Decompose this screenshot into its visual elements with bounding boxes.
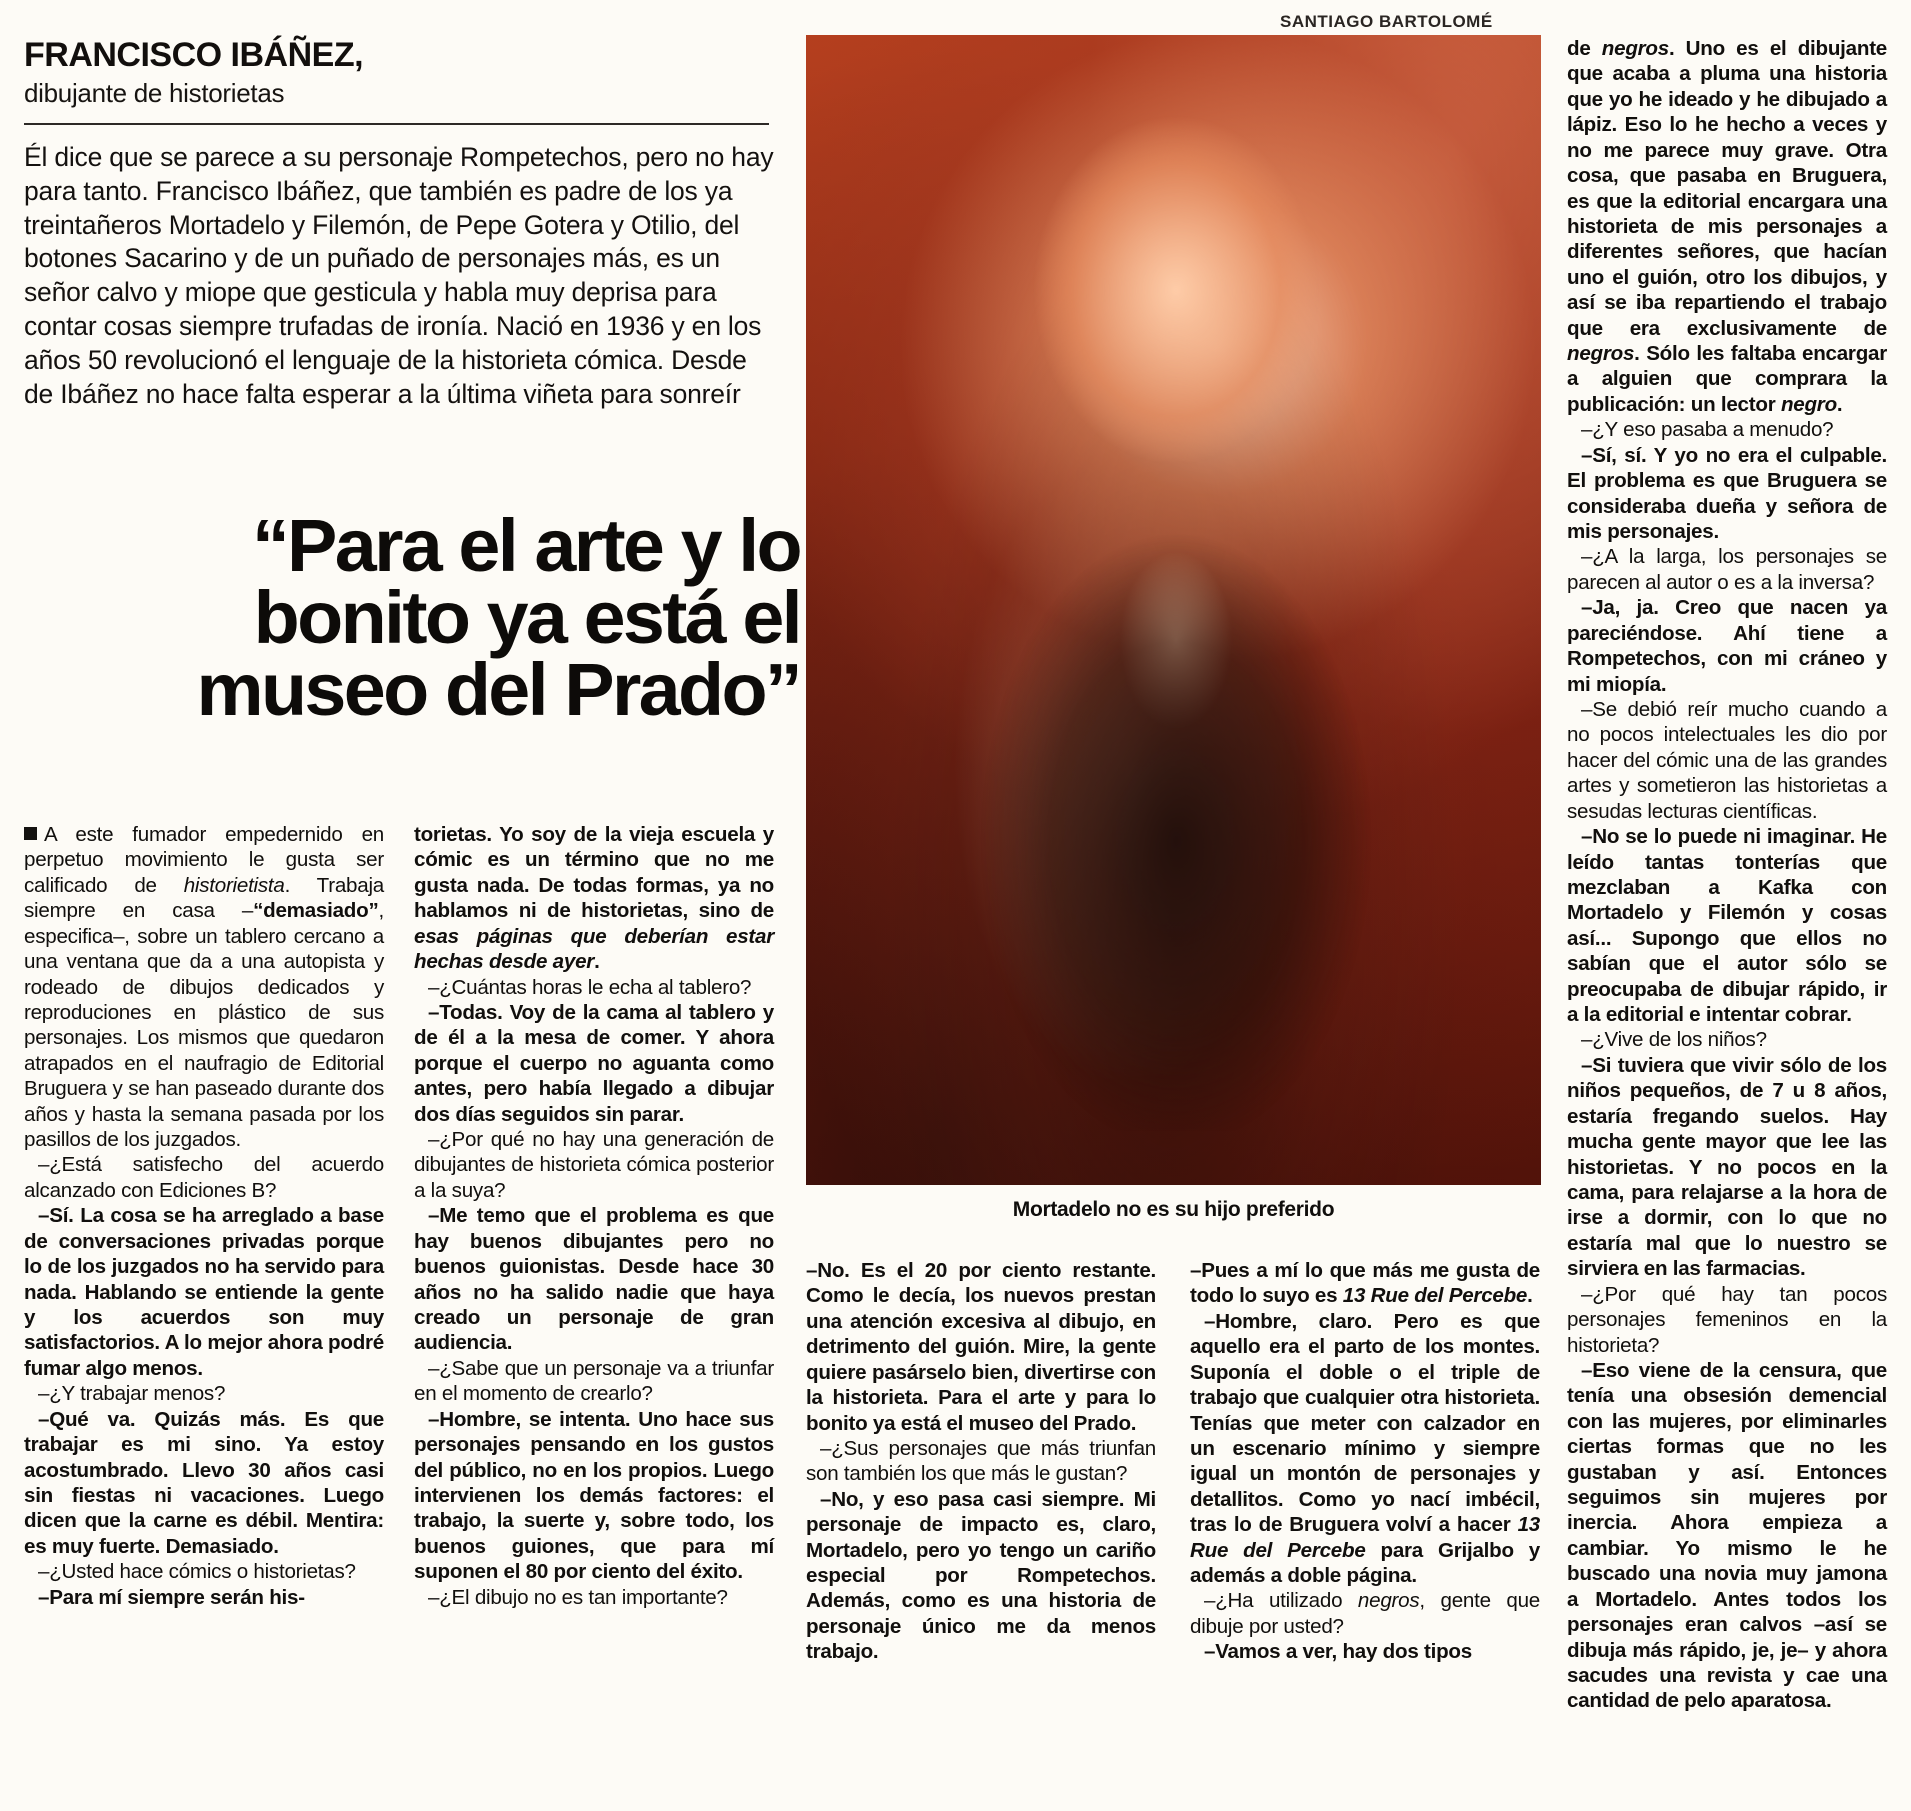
paragraph: –Hombre, se intenta. Uno hace sus personajes pensando en los gustos del público, no en los propios. Luego intervienen los demás factores: el trabajo, la suerte y, sobre todo, los buenos guiones, que para mí suponen el 80 por ciento del éxito.	[414, 1407, 774, 1584]
paragraph: –No se lo puede ni imaginar. He leído tantas tonterías que mezclaban a Kafka con Mortadelo y Filemón y cosas así... Supongo que ellos no sabían que el autor sólo se preocupaba de dibujar rápido, ir a la editorial e intentar cobrar.	[1567, 825, 1887, 1027]
paragraph: –Pues a mí lo que más me gusta de todo lo suyo es 13 Rue del Percebe.	[1190, 1259, 1540, 1308]
paragraph: –¿Cuántas horas le echa al tablero?	[428, 975, 752, 999]
paragraph: –¿Está satisfecho del acuerdo alcanzado con Ediciones B?	[24, 1153, 384, 1202]
paragraph: –¿Vive de los niños?	[1581, 1028, 1767, 1052]
paragraph: –¿A la larga, los personajes se parecen al autor o es a la inversa?	[1567, 545, 1887, 594]
standfirst: Él dice que se parece a su personaje Rompetechos, pero no hay para tanto. Francisco Ibáñez, que también es padre de los ya treintañeros Mortadelo y Filemón, de Pepe Gotera y Otilio, del botones Sacarino y de un puñado de personajes más, es un señor calvo y miope que gesticula y habla muy deprisa para contar cosas siempre trufadas de ironía. Nació en 1936 y en los años 50 revolucionó el lenguaje de la historieta cómica. Desde de Ibáñez no hace falta esperar a la última viñeta para sonreír	[24, 141, 774, 410]
paragraph: –No. Es el 20 por ciento restante. Como le decía, los nuevos prestan una atención excesiva al dibujo, en detrimento del guión. Mire, la gente quiere pasárselo bien, divertirse con la historieta. Para el arte y para lo bonito ya está el museo del Prado.	[806, 1259, 1156, 1435]
paragraph: –Sí, sí. Y yo no era el culpable. El problema es que Bruguera se consideraba dueña y señora de mis personajes.	[1567, 443, 1887, 544]
paragraph: –Para mí siempre serán his-	[38, 1585, 305, 1609]
paragraph: de negros. Uno es el dibujante que acaba a pluma una historia que yo he ideado y he dibujado a lápiz. Eso lo he hecho a veces y no me parece muy grave. Otra cosa, que pasaba en Bruguera, es que la editorial encargara una historieta de mis personajes a diferentes señores, que hacían uno el guión, otro los dibujos, y así se iba repartiendo el trabajo que era exclusivamente de negros. Sólo les faltaba encargar a alguien que comprara la publicación: un lector negro.	[1567, 37, 1887, 416]
paragraph: –¿Y trabajar menos?	[38, 1382, 226, 1406]
headline: “Para el arte y lo bonito ya está el museo del Prado”	[196, 504, 801, 731]
paragraph: –¿Por qué hay tan pocos personajes femeninos en la historieta?	[1567, 1282, 1887, 1357]
paragraph: –¿El dibujo no es tan importante?	[428, 1585, 728, 1609]
paragraph: –Me temo que el problema es que hay buenos dibujantes pero no buenos guionistas. Desde hace 30 años no ha salido nadie que haya creado un personaje de gran audiencia.	[414, 1204, 774, 1355]
paragraph: –Si tuviera que vivir sólo de los niños pequeños, de 7 u 8 años, estaría fregando suelos. Hay mucha gente mayor que lee las historietas. Y no pocos en la cama, para relajarse a la hora de irse a dormir, con lo que no estaría mal que lo nuestro se sirviera en las farmacias.	[1567, 1053, 1887, 1281]
paragraph: –Qué va. Quizás más. Es que trabajar es mi sino. Ya estoy acostumbrado. Llevo 30 años casi sin fiestas ni vacaciones. Luego dicen que la carne es débil. Mentira: es muy fuerte. Demasiado.	[24, 1407, 384, 1558]
masthead	[24, 38, 774, 412]
text-column-1	[24, 822, 384, 1610]
photo-credit: SANTIAGO BARTOLOMÉ	[1280, 12, 1493, 31]
paragraph: A este fumador empedernido en perpetuo movimiento le gusta ser calificado de historietista. Trabaja siempre en casa –“demasiado”, especifica–, sobre un tablero cercano a una ventana que da a una autopista y rodeado de dibujos dedicados y reproduciones en plástico de sus personajes. Los mismos que quedaron atrapados en el naufragio de Editorial Bruguera y se han paseado durante dos años y hasta la semana pasada por los pasillos de los juzgados.	[24, 823, 384, 1152]
paragraph: –¿Sabe que un personaje va a triunfar en el momento de crearlo?	[414, 1356, 774, 1406]
paragraph: –Todas. Voy de la cama al tablero y de él a la mesa de comer. Y ahora porque el cuerpo no aguanta como antes, pero había llegado a dibujar dos días seguidos sin parar.	[414, 1000, 774, 1126]
paragraph: –No, y eso pasa casi siempre. Mi personaje de impacto es, claro, Mortadelo, pero yo tengo un cariño especial por Rompetechos. Además, como es una historia de personaje único me da menos trabajo.	[806, 1487, 1156, 1664]
text-column-5	[1567, 36, 1887, 1714]
masthead-divider	[24, 123, 769, 125]
paragraph: –Eso viene de la censura, que tenía una obsesión demencial con las mujeres, por eliminarles ciertas formas que no les gustaban y así. Entonces seguimos sin mujeres por inercia. Ahora empieza a cambiar. Yo mismo le he buscado una novia muy jamona a Mortadelo. Antes todos los personajes eran calvos –así se dibuja más rápido, je, je– y ahora sacudes una revista y cae una cantidad de pelo aparatosa.	[1567, 1358, 1887, 1713]
paragraph: –Sí. La cosa se ha arreglado a base de conversaciones privadas porque lo de los juzgados no ha servido para nada. Hablando se entiende la gente y los acuerdos son muy satisfactorios. A lo mejor ahora podré fumar algo menos.	[24, 1204, 384, 1380]
interviewee-name: FRANCISCO IBÁÑEZ,	[24, 36, 364, 74]
interviewee-photo	[806, 35, 1541, 1185]
paragraph: torietas. Yo soy de la vieja escuela y cómic es un término que no me gusta nada. De todas formas, ya no hablamos ni de historietas, sino de esas páginas que deberían estar hechas desde ayer.	[414, 823, 774, 974]
paragraph: –Vamos a ver, hay dos tipos	[1204, 1640, 1472, 1664]
interviewee-role: dibujante de historietas	[24, 77, 285, 108]
photo-figure	[926, 80, 1426, 1130]
paragraph: –¿Y eso pasaba a menudo?	[1581, 418, 1834, 442]
paragraph: –¿Por qué no hay una generación de dibujantes de historieta cómica posterior a la suya?	[414, 1128, 774, 1202]
photo-caption: Mortadelo no es su hijo preferido	[1012, 1198, 1335, 1221]
text-column-2	[414, 822, 774, 1610]
paragraph: –Se debió reír mucho cuando a no pocos intelectuales les dio por hacer del cómic una de las grandes artes y sometieron las historietas a sesudas lecturas científicas.	[1567, 697, 1887, 823]
paragraph: –Hombre, claro. Pero es que aquello era el parto de los montes. Suponía el doble o el triple de trabajo que cualquier otra historieta. Tenías que meter con calzador en un escenario mínimo y siempre igual un montón de personajes y detallitos. Como yo nací imbécil, tras lo de Bruguera volví a hacer 13 Rue del Percebe para Grijalbo y además a doble página.	[1190, 1309, 1540, 1588]
paragraph: –¿Ha utilizado negros, gente que dibuje por usted?	[1190, 1589, 1541, 1638]
paragraph: –¿Usted hace cómics o historietas?	[38, 1560, 356, 1584]
text-column-3	[806, 1258, 1156, 1665]
paragraph: –Ja, ja. Creo que nacen ya pareciéndose. Ahí tiene a Rompetechos, con mi cráneo y mi miopía.	[1567, 596, 1887, 696]
paragraph: –¿Sus personajes que más triunfan son también los que más le gustan?	[806, 1436, 1156, 1486]
text-column-4	[1190, 1258, 1540, 1665]
